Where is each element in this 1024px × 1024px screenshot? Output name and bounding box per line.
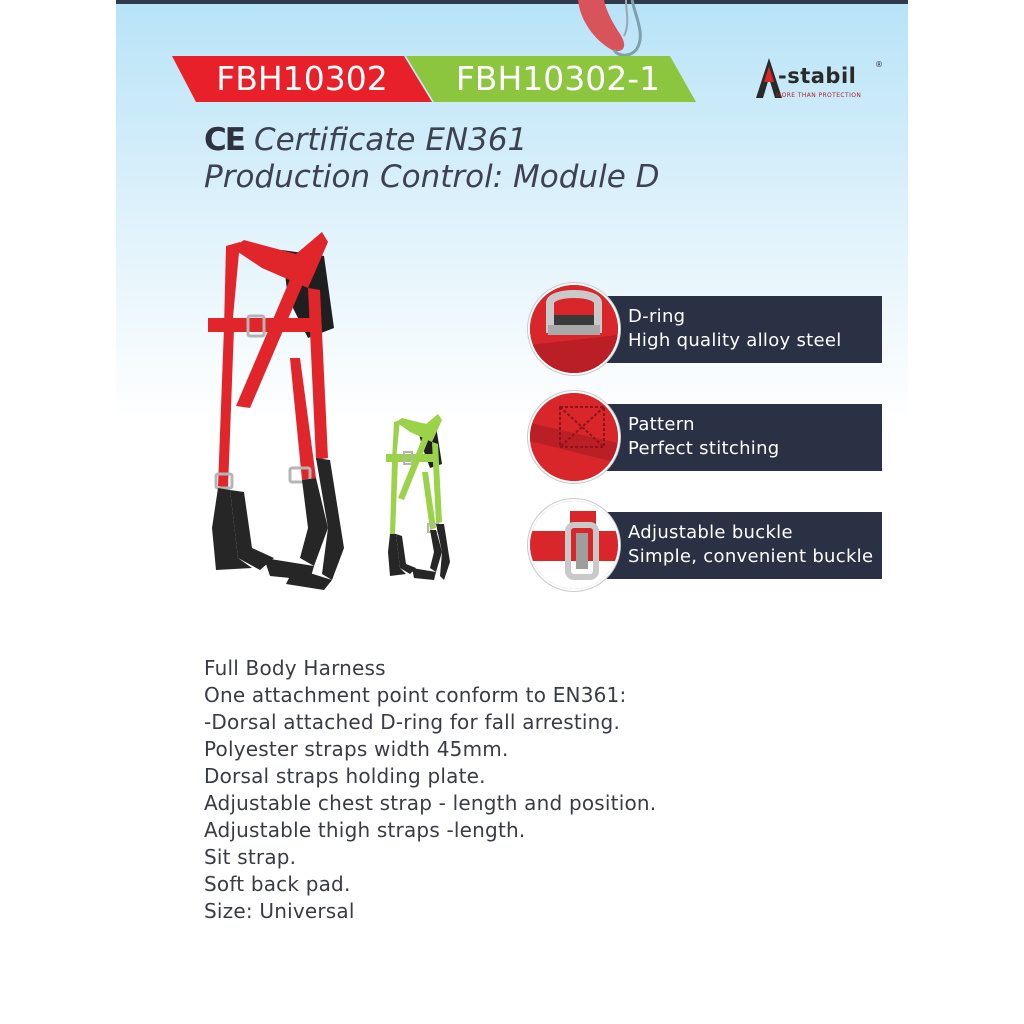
- certificate-block: [204, 122, 660, 196]
- stitching-closeup-icon: [528, 391, 620, 483]
- logo-word: -stabil: [778, 64, 857, 88]
- harness-green-image: [384, 412, 454, 584]
- description-line: Sit strap.: [204, 845, 297, 869]
- certificate-line-2: Production Control: Module D: [204, 159, 660, 195]
- feature-title: Adjustable buckle: [628, 522, 793, 543]
- feature-subtitle: Simple, convenient buckle: [628, 546, 874, 567]
- feature-buckle: [528, 499, 882, 591]
- harness-wearer-graphic: [566, 0, 676, 60]
- certificate-line-1: Certificate EN361: [253, 122, 528, 158]
- description-line: Polyester straps width 45mm.: [204, 737, 509, 761]
- logo-tagline: MORE THAN PROTECTION: [776, 92, 862, 99]
- feature-title: D-ring: [628, 306, 686, 327]
- product-codes: [172, 56, 696, 102]
- feature-title: Pattern: [628, 414, 695, 435]
- feature-pattern: [528, 391, 882, 483]
- top-border: [116, 0, 908, 4]
- harness-red-image: [204, 228, 364, 593]
- description-line: Adjustable chest strap - length and position.: [204, 791, 657, 815]
- buckle-closeup-icon: [528, 499, 620, 591]
- description-line: Size: Universal: [204, 899, 355, 923]
- ce-mark: CE: [204, 122, 244, 158]
- description-line: -Dorsal attached D-ring for fall arresting.: [204, 710, 621, 734]
- description-line: Full Body Harness: [204, 656, 386, 680]
- product-description: [204, 655, 656, 925]
- brand-logo: [756, 58, 886, 108]
- feature-subtitle: High quality alloy steel: [628, 330, 842, 351]
- logo-registered: ®: [875, 60, 883, 69]
- description-line: Adjustable thigh straps -length.: [204, 818, 526, 842]
- description-line: Soft back pad.: [204, 872, 351, 896]
- code-primary: FBH10302: [216, 59, 388, 98]
- code-secondary: FBH10302-1: [455, 59, 661, 98]
- feature-d-ring: [528, 283, 882, 375]
- description-line: Dorsal straps holding plate.: [204, 764, 486, 788]
- feature-subtitle: Perfect stitching: [628, 438, 780, 459]
- product-sheet: [116, 0, 908, 1024]
- d-ring-closeup-icon: [528, 283, 620, 375]
- description-line: One attachment point conform to EN361:: [204, 683, 627, 707]
